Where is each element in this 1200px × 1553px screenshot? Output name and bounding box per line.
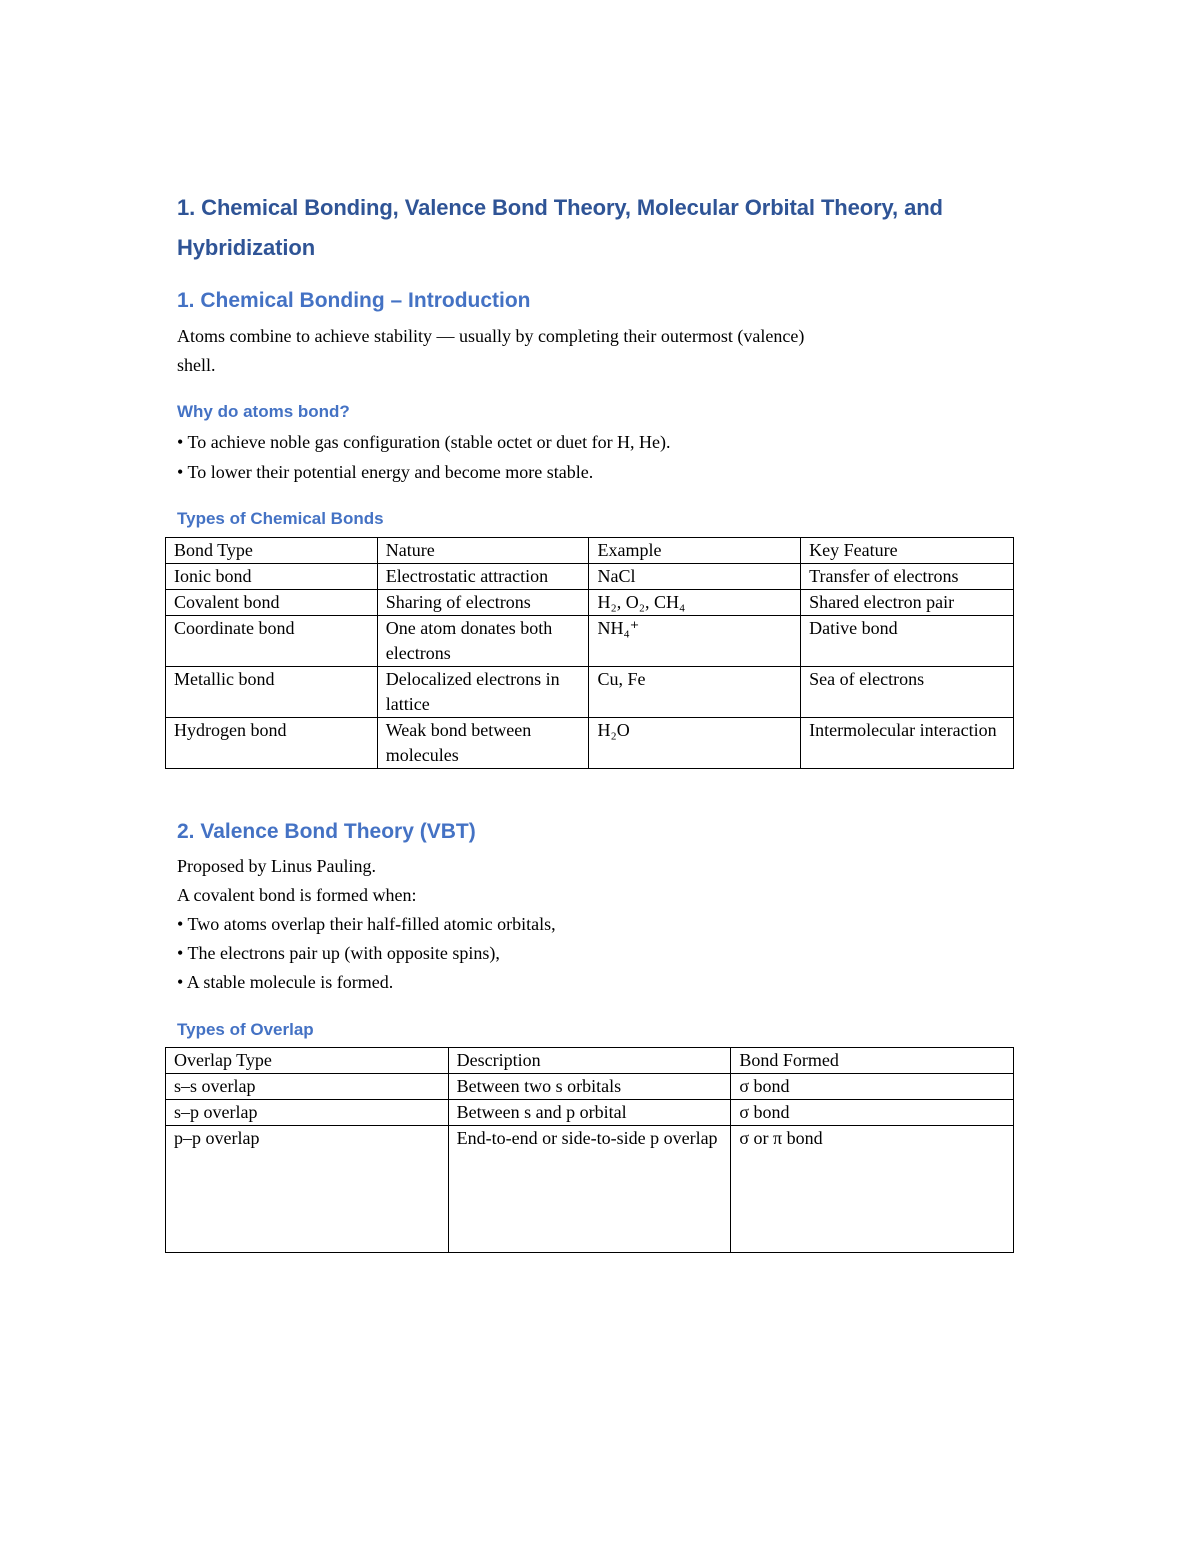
table-cell: Shared electron pair: [801, 590, 1014, 616]
table-cell: Dative bond: [801, 616, 1014, 667]
why-heading: Why do atoms bond?: [177, 402, 350, 421]
section-2: [177, 818, 476, 846]
table-header-row: [166, 538, 1014, 564]
page-title: 1. Chemical Bonding, Valence Bond Theory, Molecular Orbital Theory, and Hybridization: [177, 195, 943, 260]
intro-line-1: Atoms combine to achieve stability — usually by completing their outermost (valence): [177, 326, 805, 346]
table-cell: σ or π bond: [731, 1126, 1014, 1253]
table-row: [166, 616, 1014, 667]
table-cell: Cu, Fe: [589, 667, 801, 718]
table-row: [166, 718, 1014, 769]
section-1: [177, 287, 531, 315]
table-cell: p–p overlap: [166, 1126, 449, 1253]
table-row: [166, 1126, 1014, 1253]
table-cell: Sharing of electrons: [377, 590, 589, 616]
table-cell: Metallic bond: [166, 667, 378, 718]
table-header-cell: Description: [448, 1048, 731, 1074]
table-cell: Delocalized electrons in lattice: [377, 667, 589, 718]
table-row: [166, 590, 1014, 616]
section-2-heading: 2. Valence Bond Theory (VBT): [177, 820, 476, 843]
table-row: [166, 564, 1014, 590]
overlap-table: [165, 1047, 1014, 1253]
table-cell: Electrostatic attraction: [377, 564, 589, 590]
document-title: [177, 188, 1037, 268]
list-item: • Two atoms overlap their half-filled atomic orbitals,: [177, 914, 556, 934]
table-cell: NH₄⁺: [589, 616, 801, 667]
table-cell: s–p overlap: [166, 1100, 449, 1126]
list-item: • The electrons pair up (with opposite spins),: [177, 943, 500, 963]
table-cell: One atom donates both electrons: [377, 616, 589, 667]
table-cell: Transfer of electrons: [801, 564, 1014, 590]
intro-paragraph: [177, 322, 1027, 380]
table-header-cell: Nature: [377, 538, 589, 564]
vbt-line: A covalent bond is formed when:: [177, 885, 417, 905]
why-bullets: [177, 427, 1027, 487]
vbt-paragraph: [177, 852, 1027, 997]
table-cell: H₂, O₂, CH₄: [589, 590, 801, 616]
vbt-line: Proposed by Linus Pauling.: [177, 856, 377, 876]
table-cell: Covalent bond: [166, 590, 378, 616]
table-header-cell: Key Feature: [801, 538, 1014, 564]
table-cell: Ionic bond: [166, 564, 378, 590]
intro-line-2: shell.: [177, 355, 216, 375]
table-cell: Sea of electrons: [801, 667, 1014, 718]
types-heading: Types of Chemical Bonds: [177, 509, 384, 528]
overlap-heading-block: [177, 1018, 314, 1042]
table-cell: Intermolecular interaction: [801, 718, 1014, 769]
table-cell: σ bond: [731, 1074, 1014, 1100]
table-cell: σ bond: [731, 1100, 1014, 1126]
overlap-heading: Types of Overlap: [177, 1020, 314, 1039]
section-1-heading: 1. Chemical Bonding – Introduction: [177, 289, 531, 312]
table-cell: End-to-end or side-to-side p overlap: [448, 1126, 731, 1253]
table-cell: Between two s orbitals: [448, 1074, 731, 1100]
list-item: • To achieve noble gas configuration (stable octet or duet for H, He).: [177, 432, 671, 452]
list-item: • To lower their potential energy and become more stable.: [177, 462, 594, 482]
table-cell: Hydrogen bond: [166, 718, 378, 769]
list-item: • A stable molecule is formed.: [177, 972, 394, 992]
table-row: [166, 1100, 1014, 1126]
table-header-cell: Overlap Type: [166, 1048, 449, 1074]
bonds-table: [165, 537, 1014, 769]
table-cell: NaCl: [589, 564, 801, 590]
types-heading-block: [177, 507, 384, 531]
table-header-cell: Example: [589, 538, 801, 564]
table-row: [166, 1074, 1014, 1100]
table-row: [166, 667, 1014, 718]
table-header-cell: Bond Type: [166, 538, 378, 564]
table-cell: Between s and p orbital: [448, 1100, 731, 1126]
table-header-cell: Bond Formed: [731, 1048, 1014, 1074]
why-heading-block: [177, 400, 350, 424]
table-cell: Weak bond between molecules: [377, 718, 589, 769]
table-header-row: [166, 1048, 1014, 1074]
table-cell: H₂O: [589, 718, 801, 769]
table-cell: s–s overlap: [166, 1074, 449, 1100]
table-cell: Coordinate bond: [166, 616, 378, 667]
